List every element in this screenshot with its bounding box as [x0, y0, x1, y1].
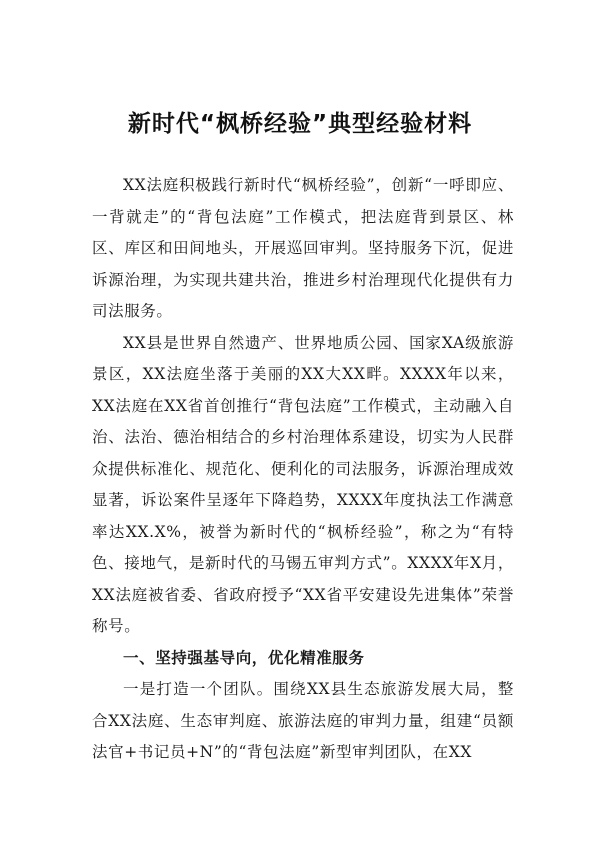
paragraph-section-one: 一是打造一个团队。围绕XX县生态旅游发展大局，整合XX法庭、生态审判庭、旅游法庭的审判力量，组建“员额法官+书记员+N”的“背包法庭”新型审判团队，在XX	[92, 680, 514, 761]
paragraph-background: XX县是世界自然遗产、世界地质公园、国家XA级旅游景区，XX法庭坐落于美丽的XX大XX畔。XXXX年以来，XX法庭在XX省首创推行“背包法庭”工作模式，主动融入自治、法治、德治相结合的乡村治理体系建设，切实为人民群众提供标准化、规范化、便利化的司法服务，诉源治理成效显著，诉讼案件呈逐年下降趋势，XXXX年度执法工作满意率达XX.X%，被誉为新时代的“枫桥经验”，称之为“有特色、接地气，是新时代的马锡五审判方式”。XXXX年X月，XX法庭被省委、省政府授予“XX省平安建设先进集体”荣誉称号。	[92, 333, 514, 635]
document-body	[92, 170, 514, 769]
paragraph-intro: XX法庭积极践行新时代“枫桥经验”，创新“一呼即应、一背就走”的“背包法庭”工作模式，把法庭背到景区、林区、库区和田间地头，开展巡回审判。坚持服务下沉，促进诉源治理，为实现共建共治，推进乡村治理现代化提供有力司法服务。	[92, 176, 514, 320]
section-heading: 一、坚持强基导向，优化精准服务	[123, 648, 365, 667]
document-title: 新时代“枫桥经验”典型经验材料	[127, 111, 473, 137]
